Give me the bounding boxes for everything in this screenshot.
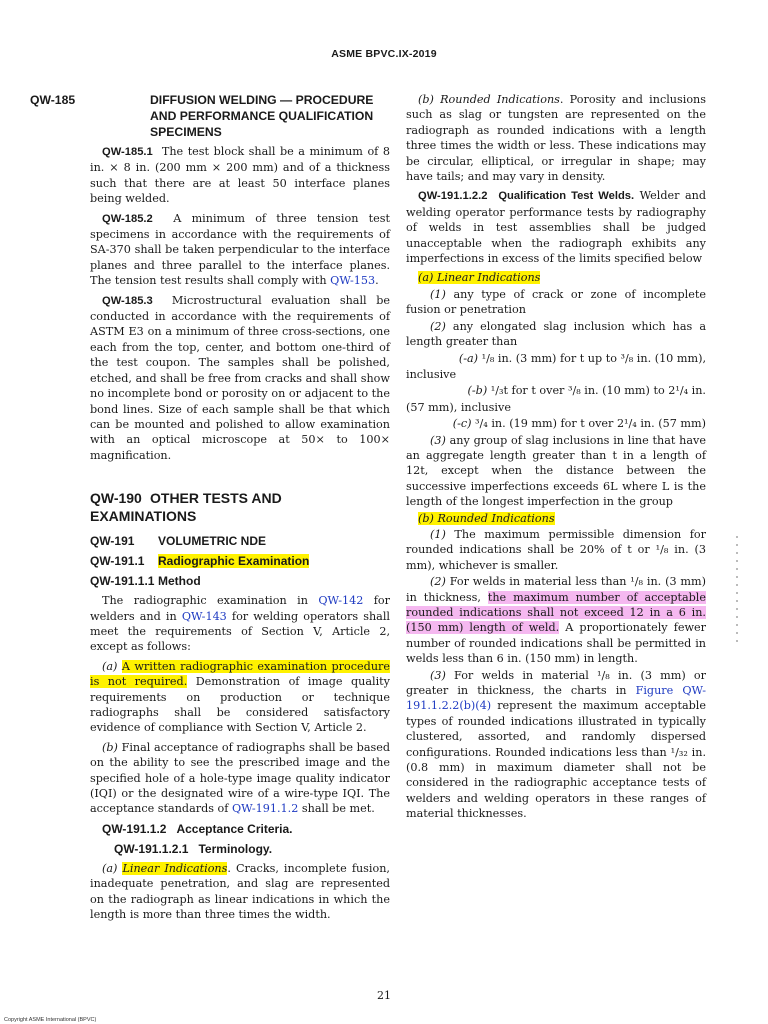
link-qw153[interactable]: QW-153 — [330, 274, 376, 288]
paragraph-qualification-test-welds: QW-191.1.2.2 Qualification Test Welds. Welder and welding operator performance tests by radiography of welds in test assemblies shall be judged unacceptable when the radiograph exhibits any imperfections in excess of the limits specified below — [406, 189, 706, 266]
left-column — [30, 92, 391, 926]
item-linear-3: (3) any group of slag inclusions in line that have an aggregate length greater than t in a length of 12t, except when the distance between the successive imperfections exceeds 6L where L is the length of the longest imperfection in the group — [406, 433, 706, 509]
margin-watermark-strip — [736, 536, 738, 646]
paragraph-qw185-1: QW-185.1 The test block shall be a minimum of 8 in. × 8 in. (200 mm × 200 mm) and of a thickness such that there are at least 50 interface planes being welded. — [90, 145, 390, 206]
section-heading-qw190: QW-190 OTHER TESTS AND EXAMINATIONS — [90, 490, 282, 525]
link-qw142[interactable]: QW-142 — [318, 594, 364, 608]
paragraph-rounded-indications-def: (b) Rounded Indications. Porosity and inclusions such as slag or tungsten are represented on the radiograph as rounded indications with a length three times the width or less. These indications may be circular, elliptical, or irregular in shape; may have tails; and may vary in density. — [406, 93, 706, 184]
heading-qw191-1: QW-191.1 Radiographic Examination — [90, 554, 310, 569]
heading-qw191-1-1: QW-191.1.1 Method — [90, 574, 201, 589]
item-rounded-2: (2) For welds in material less than ¹/₈ in. (3 mm) in thickness, the maximum number of acceptable rounded indications shall not exceed 12 in a 6 in. (150 mm) length of weld. A proportionately fewer number of rounded indications shall be permitted in welds less than 6 in. (150 mm) in length. — [406, 575, 707, 666]
item-linear-1: (1) any type of crack or zone of incomplete fusion or penetration — [406, 287, 706, 317]
item-linear-2: (2) any elongated slag inclusion which has a length greater than — [406, 319, 706, 349]
item-linear-2a: (-a) ¹/₈ in. (3 mm) for t up to ³/₈ in. (10 mm), — [458, 351, 706, 365]
item-linear-indications: (a) Linear Indications — [418, 271, 541, 285]
item-linear-2a-end: inclusive — [406, 367, 457, 381]
paragraph-method-a: (a) A written radiographic examination procedure is not required. Demonstration of image quality requirements on production or technique radiographs shall be considered satisfactory evidence of compliance with Section V, Article 2. — [90, 659, 390, 735]
copyright-footer: Copyright ASME International (BPVC) — [4, 1017, 97, 1023]
section-heading-qw185: QW-185 DIFFUSION WELDING — PROCEDURE AND PERFORMANCE QUALIFICATION SPECIMENS — [30, 93, 374, 139]
paragraph-linear-indications: (a) Linear Indications. Cracks, incomplete fusion, inadequate penetration, and slag are represented on the radiograph as linear indications in which the length is more than three times the width. — [90, 861, 390, 922]
paragraph-method-b: (b) Final acceptance of radiographs shall be based on the ability to see the prescribed image and the specified hole of a hole-type image quality indicator (IQI) or the designated wire of a wire-type IQI. The acceptance standards of QW-191.1.2 shall be met. — [90, 740, 391, 816]
paragraph-method: The radiographic examination in QW-142 for welders and in QW-143 for welding operators shall meet the requirements of Section V, Article 2, except as follows: — [90, 594, 390, 654]
heading-qw191-1-2: QW-191.1.2 Acceptance Criteria. — [102, 821, 293, 836]
link-qw191-1-2[interactable]: QW-191.1.2 — [231, 802, 299, 816]
running-header: ASME BPVC.IX-2019 — [331, 48, 437, 60]
page-number: 21 — [377, 989, 391, 1002]
right-column — [406, 92, 706, 826]
item-rounded-indications: (b) Rounded Indications — [418, 511, 555, 525]
heading-qw191-1-2-1: QW-191.1.2.1 Terminology. — [114, 841, 273, 856]
item-linear-2b: (-b) ¹/₃t for t over ³/₈ in. (10 mm) to 2¹/₄ in. — [467, 384, 706, 398]
link-figure-qw191[interactable]: Figure QW-191.1.2.2(b)(4) — [406, 684, 706, 713]
paragraph-qw185-2: QW-185.2 A minimum of three tension test specimens in accordance with the requirements of SA-370 shall be taken perpendicular to the interface planes and three parallel to the interface planes. The tension test results shall comply with QW-153. — [90, 211, 390, 288]
item-linear-2b-end: (57 mm), inclusive — [406, 400, 511, 414]
link-qw143[interactable]: QW-143 — [181, 609, 227, 623]
heading-qw191: QW-191 VOLUMETRIC NDE — [90, 534, 266, 549]
item-rounded-1: (1) The maximum permissible dimension for rounded indications shall be 20% of t or ¹/₈ in. (3 mm), whichever is smaller. — [406, 527, 706, 572]
item-linear-2c: (-c) ³/₄ in. (19 mm) for t over 2¹/₄ in. (57 mm) — [452, 417, 706, 431]
item-rounded-3: (3) For welds in material ¹/₈ in. (3 mm) or greater in thickness, the charts in Figure QW-191.1.2.2(b)(4) represent the maximum acceptable types of rounded indications illustrated in typically clustered, assorted, and randomly dispersed configurations. Rounded indications less than ¹/₃₂ in. (0.8 mm) in maximum diameter shall not be considered in the radiographic acceptance tests of welders and welding operators in these ranges of material thicknesses. — [406, 668, 706, 821]
paragraph-qw185-3: QW-185.3 Microstructural evaluation shall be conducted in accordance with the requirements of ASTM E3 on a minimum of three cross-sections, one each from the top, center, and bottom one-third of the test coupon. The samples shall be polished, etched, and shall be free from cracks and shall show no incomplete bond or porosity on or adjacent to the bond lines. Size of each sample shall be that which can be mounted and polished to allow examination with an optical microscope at 50× to 100× magnification. — [90, 293, 390, 462]
